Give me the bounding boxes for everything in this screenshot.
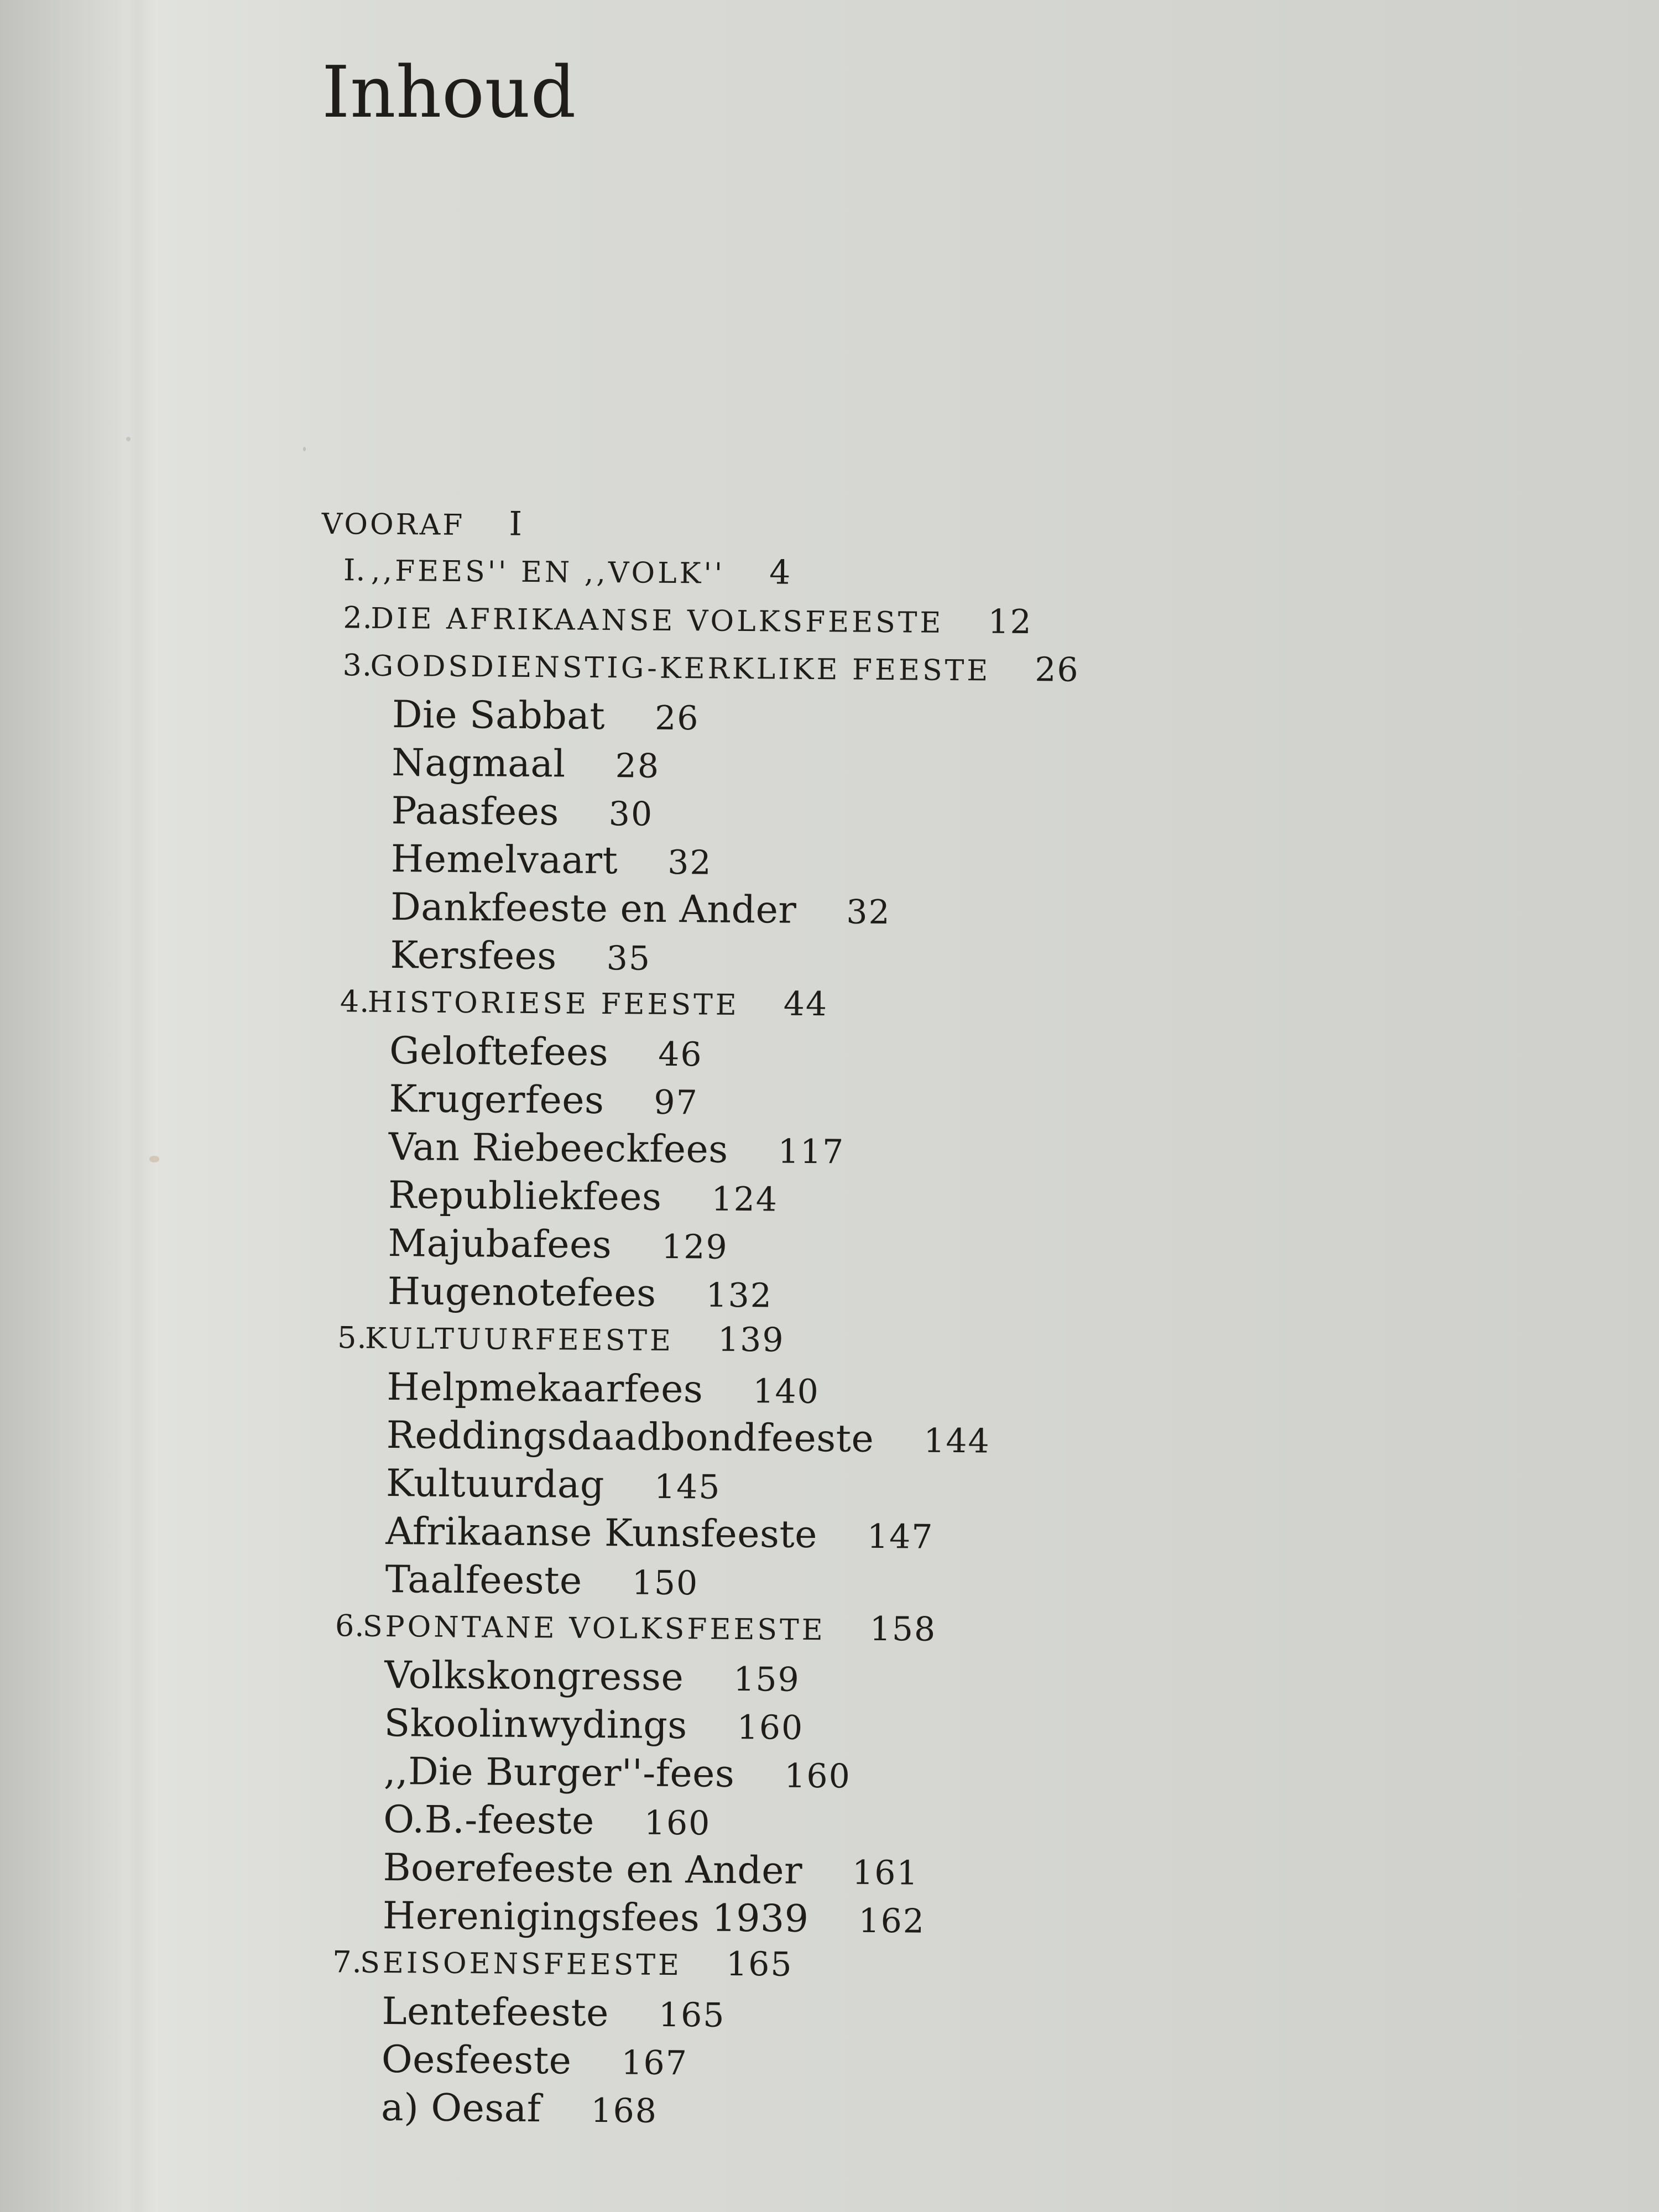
- toc-entry: [312, 1653, 1253, 1708]
- entry-title: Helpmekaarfees: [387, 1365, 703, 1412]
- entry-title: Die Sabbat: [392, 693, 606, 739]
- toc-entry: [313, 1557, 1254, 1613]
- entry-page: 97: [654, 1083, 699, 1123]
- entry-title: Republiekfees: [388, 1173, 662, 1219]
- book-gutter-shadow: [0, 0, 158, 2212]
- toc-chapter-3: [320, 645, 1261, 700]
- chapter-page: 26: [1034, 650, 1079, 690]
- entry-page: 165: [658, 1995, 726, 2035]
- entry-title: Kersfees: [390, 933, 557, 979]
- paper-mark: [303, 447, 306, 451]
- toc-entry: [318, 933, 1259, 988]
- entry-title: Taalfeeste: [385, 1557, 583, 1603]
- entry-title: Krugerfees: [389, 1077, 604, 1123]
- subentry-title: a) Oesaf: [380, 2085, 541, 2131]
- entry-title: Nagmaal: [392, 741, 566, 786]
- chapter-title: ,,FEES'' EN ,,VOLK'': [371, 554, 726, 591]
- entry-title: Boerefeeste en Ander: [383, 1845, 803, 1893]
- entry-page: 144: [923, 1421, 991, 1461]
- entry-title: Afrikaanse Kunsfeeste: [385, 1509, 818, 1557]
- entry-page: 32: [667, 843, 712, 883]
- entry-title: Kultuurdag: [385, 1461, 605, 1507]
- page-title: Inhoud: [322, 51, 576, 134]
- entry-page: 160: [737, 1708, 804, 1747]
- chapter-title: SEISOENSFEESTE: [360, 1946, 682, 1983]
- entry-title: Dankfeeste en Ander: [390, 885, 797, 932]
- toc-preface-row: [321, 503, 1262, 557]
- toc-entry: [310, 1989, 1250, 2044]
- entry-page: 28: [615, 747, 660, 786]
- chapter-number: 7.: [332, 1944, 363, 1980]
- toc-chapter-2: [321, 597, 1261, 652]
- entry-page: 26: [654, 698, 700, 738]
- toc-chapter-4: [318, 981, 1259, 1036]
- entry-title: Lentefeeste: [382, 1989, 609, 2036]
- table-of-contents: [309, 503, 1262, 2141]
- chapter-page: 158: [869, 1609, 937, 1649]
- toc-entry: [312, 1749, 1253, 1804]
- entry-page: 124: [711, 1180, 779, 1219]
- toc-chapter-7: [310, 1942, 1251, 1996]
- entry-page: 147: [867, 1517, 934, 1557]
- toc-entry: [315, 1365, 1255, 1420]
- toc-entry: [316, 1125, 1257, 1180]
- chapter-page: 44: [783, 984, 828, 1024]
- entry-page: 129: [661, 1227, 728, 1267]
- entry-page: 30: [608, 795, 654, 834]
- toc-entry: [312, 1701, 1253, 1756]
- entry-page: 161: [852, 1853, 919, 1893]
- toc-entry: [320, 740, 1260, 796]
- entry-title: Herenigingsfees 1939: [382, 1893, 809, 1941]
- chapter-title: SPONTANE VOLKSFEESTE: [362, 1610, 826, 1647]
- chapter-number: 4.: [340, 984, 370, 1019]
- chapter-title: HISTORIESE FEESTE: [367, 985, 739, 1022]
- toc-preface-label: VOORAF: [321, 507, 465, 542]
- chapter-number: 2.: [343, 600, 373, 635]
- entry-page: 150: [632, 1563, 699, 1603]
- entry-title: Van Riebeeckfees: [388, 1125, 729, 1172]
- entry-page: 167: [621, 2043, 688, 2083]
- subentry-page: 168: [591, 2091, 658, 2131]
- chapter-number: 5.: [337, 1320, 367, 1355]
- toc-entry: [311, 1845, 1251, 1901]
- toc-entry: [317, 1077, 1258, 1132]
- entry-title: Reddingsdaadbondfeeste: [386, 1413, 874, 1461]
- toc-entry: [316, 1221, 1256, 1276]
- chapter-title: GODSDIENSTIG-KERKLIKE FEESTE: [370, 649, 991, 688]
- toc-entry: [314, 1509, 1254, 1564]
- toc-entry: [311, 1893, 1251, 1949]
- paper-stain: [149, 1156, 159, 1162]
- entry-page: 46: [658, 1035, 703, 1074]
- chapter-number: 6.: [335, 1608, 365, 1644]
- toc-chapter-5: [315, 1317, 1256, 1372]
- toc-entry: [311, 1797, 1252, 1853]
- chapter-page: 4: [769, 553, 792, 592]
- toc-entry: [314, 1413, 1255, 1468]
- chapter-page: 165: [726, 1944, 793, 1984]
- toc-entry: [319, 789, 1260, 844]
- entry-title: Geloftefees: [389, 1029, 609, 1075]
- entry-title: Skoolinwydings: [384, 1701, 688, 1748]
- chapter-number: I.: [343, 552, 366, 588]
- toc-entry: [316, 1173, 1257, 1228]
- entry-page: 35: [606, 939, 651, 978]
- toc-chapter-6: [313, 1605, 1254, 1660]
- toc-entry: [314, 1461, 1255, 1516]
- entry-page: 32: [846, 893, 891, 932]
- toc-entry: [319, 837, 1260, 892]
- entry-title: Paasfees: [391, 789, 560, 834]
- toc-entry: [310, 2037, 1250, 2093]
- entry-title: ,,Die Burger''-fees: [383, 1749, 735, 1796]
- toc-entry: [315, 1269, 1256, 1324]
- entry-title: Hugenotefees: [387, 1269, 656, 1316]
- entry-page: 160: [644, 1803, 711, 1843]
- entry-page: 145: [654, 1467, 721, 1507]
- toc-entry: [317, 1029, 1258, 1084]
- entry-title: Majubafees: [388, 1221, 612, 1267]
- chapter-title: DIE AFRIKAANSE VOLKSFEESTE: [371, 602, 944, 640]
- entry-page: 162: [858, 1901, 926, 1941]
- entry-page: 160: [784, 1756, 852, 1796]
- entry-page: 132: [706, 1276, 773, 1316]
- entry-page: 159: [733, 1660, 801, 1699]
- chapter-title: KULTUURFEESTE: [364, 1322, 674, 1358]
- entry-page: 117: [778, 1132, 845, 1172]
- entry-title: Volkskongresse: [384, 1653, 684, 1700]
- toc-entry: [320, 692, 1261, 748]
- paper-mark: [126, 437, 131, 441]
- entry-title: Oesfeeste: [381, 2037, 572, 2083]
- entry-page: 140: [753, 1372, 820, 1412]
- entry-title: Hemelvaart: [390, 837, 618, 883]
- toc-preface-page: I: [509, 504, 524, 544]
- chapter-page: 12: [988, 602, 1033, 642]
- chapter-page: 139: [717, 1320, 785, 1360]
- toc-entry: [319, 885, 1259, 940]
- entry-title: O.B.-feeste: [383, 1797, 595, 1843]
- toc-subentry: [309, 2085, 1250, 2141]
- chapter-number: 3.: [342, 648, 373, 683]
- toc-chapter-1: [321, 550, 1262, 604]
